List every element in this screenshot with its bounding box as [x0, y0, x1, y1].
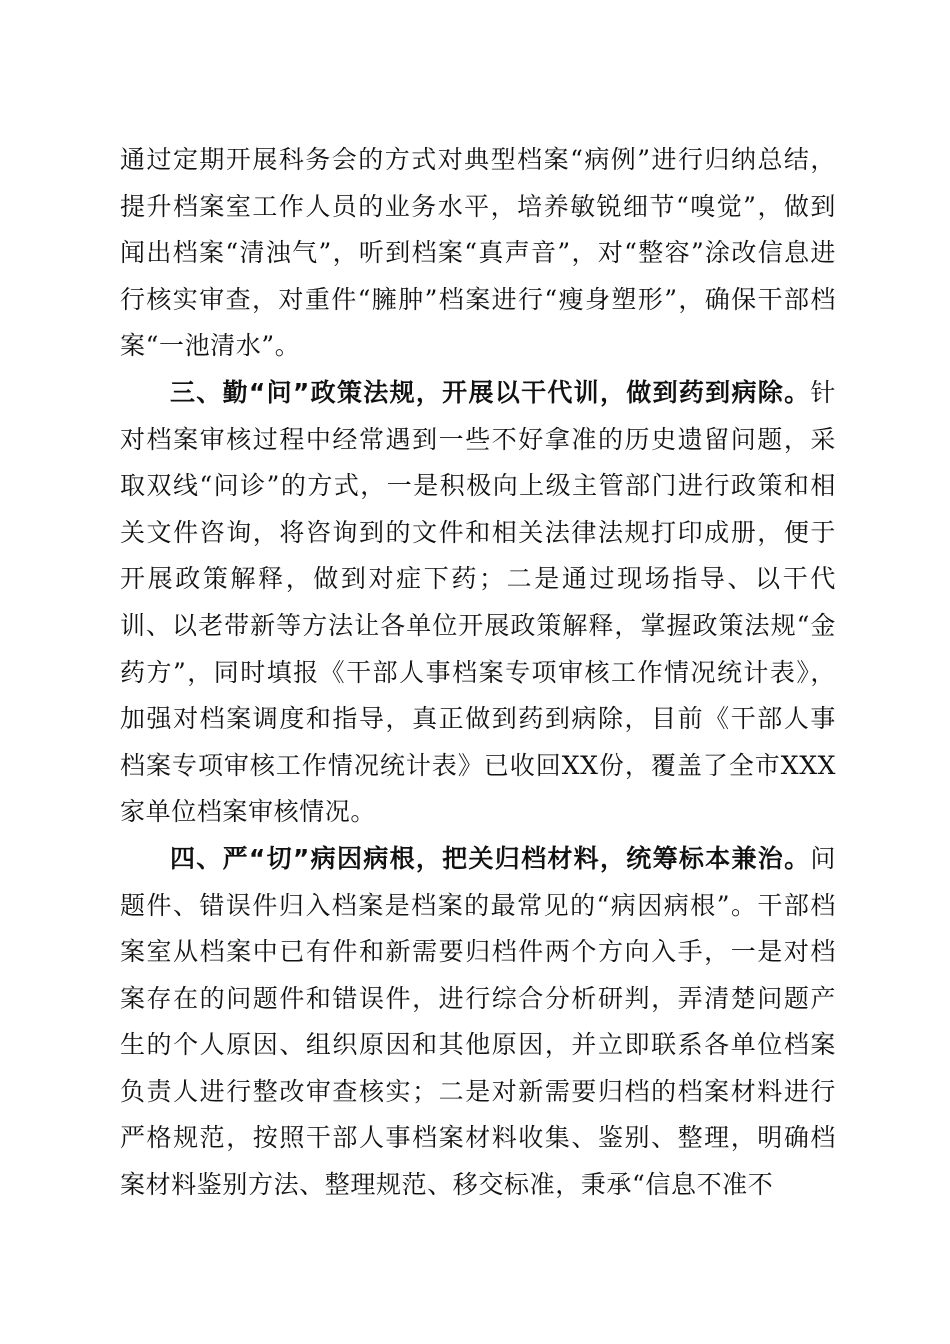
paragraph-text: 问题件、错误件归入档案是档案的最常见的“病因病根”。干部档案室从档案中已有件和新需要归档件两个方向入手，一是对档案存在的问题件和错误件，进行综合分析研判，弄清楚问题产生的个人原因、组织原因和其他原因，并立即联系各单位档案负责人进行整改审查核实；二是对新需要归档的档案材料进行严格规范，按照干部人事档案材料收集、鉴别、整理，明确档案材料鉴别方法、整理规范、移交标准，秉承“信息不准不 [120, 843, 836, 1200]
paragraph-continuation [120, 137, 836, 370]
paragraph-section-four [120, 836, 836, 1209]
paragraph-text: 通过定期开展科务会的方式对典型档案“病例”进行归纳总结，提升档案室工作人员的业务水平，培养敏锐细节“嗅觉”，做到闻出档案“清浊气”，听到档案“真声音”，对“整容”涂改信息进行核实审查，对重件“臃肿”档案进行“瘦身塑形”，确保干部档案“一池清水”。 [120, 145, 836, 361]
paragraph-text: 针对档案审核过程中经常遇到一些不好拿准的历史遗留问题，采取双线“问诊”的方式，一是积极向上级主管部门进行政策和相关文件咨询，将咨询到的文件和相关法律法规打印成册，便于开展政策解释，做到对症下药；二是通过现场指导、以干代训、以老带新等方法让各单位开展政策解释，掌握政策法规“金药方”，同时填报《干部人事档案专项审核工作情况统计表》，加强对档案调度和指导，真正做到药到病除，目前《干部人事档案专项审核工作情况统计表》已收回XX份，覆盖了全市XXX家单位档案审核情况。 [120, 377, 836, 827]
section-heading: 四、严“切”病因病根，把关归档材料，统筹标本兼治。 [170, 843, 811, 873]
section-heading: 三、勤“问”政策法规，开展以干代训，做到药到病除。 [170, 377, 811, 407]
document-body [120, 137, 836, 1209]
paragraph-section-three [120, 370, 836, 836]
